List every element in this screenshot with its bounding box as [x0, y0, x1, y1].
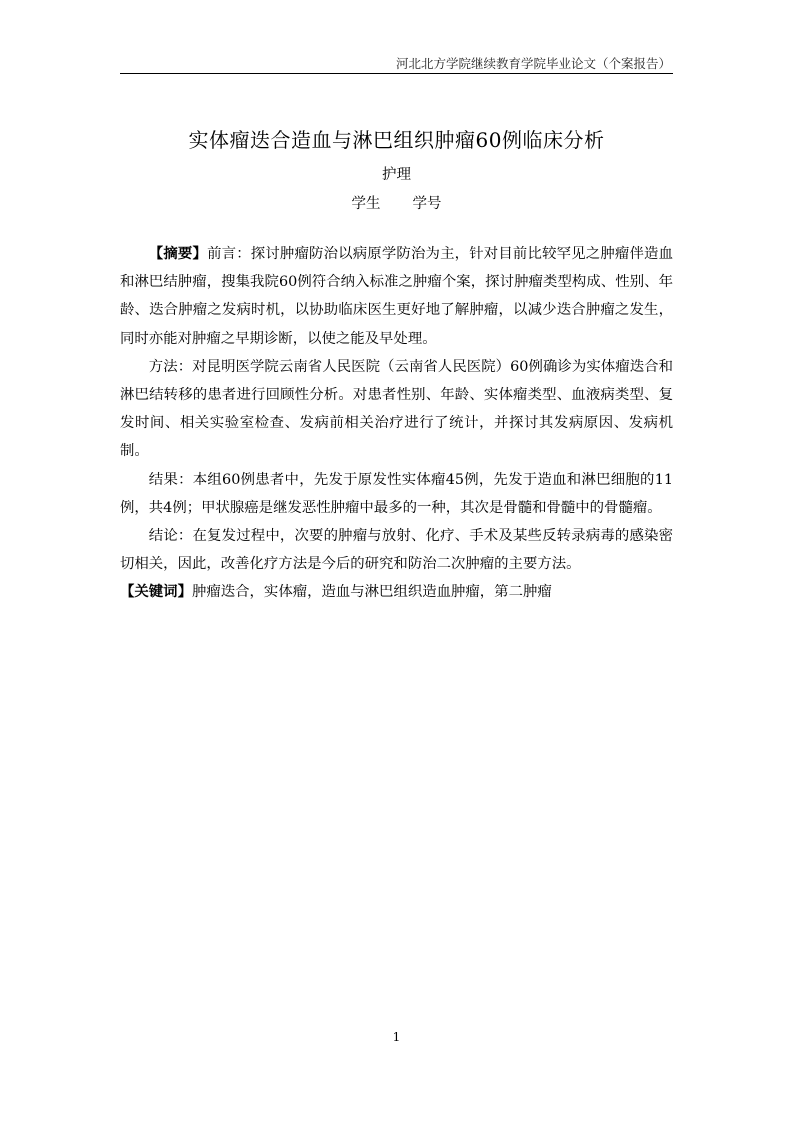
running-header: 河北北方学院继续教育学院毕业论文（个案报告）: [395, 56, 671, 71]
page-number: 1: [392, 1030, 401, 1044]
abstract-results: 结果：本组60例患者中，先发于原发性实体瘤45例，先发于造血和淋巴细胞的11例，共4例；甲状腺癌是继发恶性肿瘤中最多的一种，其次是骨髓和骨髓中的骨髓瘤。: [120, 471, 673, 516]
abstract-label: 【摘要】: [148, 246, 208, 262]
abstract-methods: 方法：对昆明医学院云南省人民医院（云南省人民医院）60例确诊为实体瘤迭合和淋巴结转移的患者进行回顾性分析。对患者性别、年龄、实体瘤类型、血液病类型、复发时间、相关实验室检查、发病前相关治疗进行了统计，并探讨其发病原因、发病机制。: [120, 358, 673, 460]
major-label: 护理: [382, 167, 411, 183]
document-title: 实体瘤迭合造血与淋巴组织肿瘤60例临床分析: [188, 128, 605, 152]
student-id-label: 学号: [412, 196, 442, 212]
abstract-intro: [120, 240, 673, 353]
keywords: [120, 578, 673, 606]
abstract-intro-text: 前言：探讨肿瘤防治以病原学防治为主，针对目前比较罕见之肿瘤伴造血和淋巴结肿瘤，搜集我院60例符合纳入标准之肿瘤个案，探讨肿瘤类型构成、性别、年龄、迭合肿瘤之发病时机，以协助临床医生更好地了解肿瘤，以减少迭合肿瘤之发生，同时亦能对肿瘤之早期诊断，以使之能及早处理。: [120, 246, 673, 347]
keywords-label: 【关键词】: [120, 584, 192, 601]
student-info: [120, 192, 673, 213]
keywords-text: 肿瘤迭合，实体瘤，造血与淋巴组织造血肿瘤，第二肿瘤: [191, 584, 552, 601]
abstract-conclusion: 结论：在复发过程中，次要的肿瘤与放射、化疗、手术及某些反转录病毒的感染密切相关，因此，改善化疗方法是今后的研究和防治二次肿瘤的主要方法。: [120, 528, 673, 573]
header-rule: [120, 73, 673, 74]
abstract-section: [120, 240, 673, 607]
student-label: 学生: [351, 196, 381, 212]
